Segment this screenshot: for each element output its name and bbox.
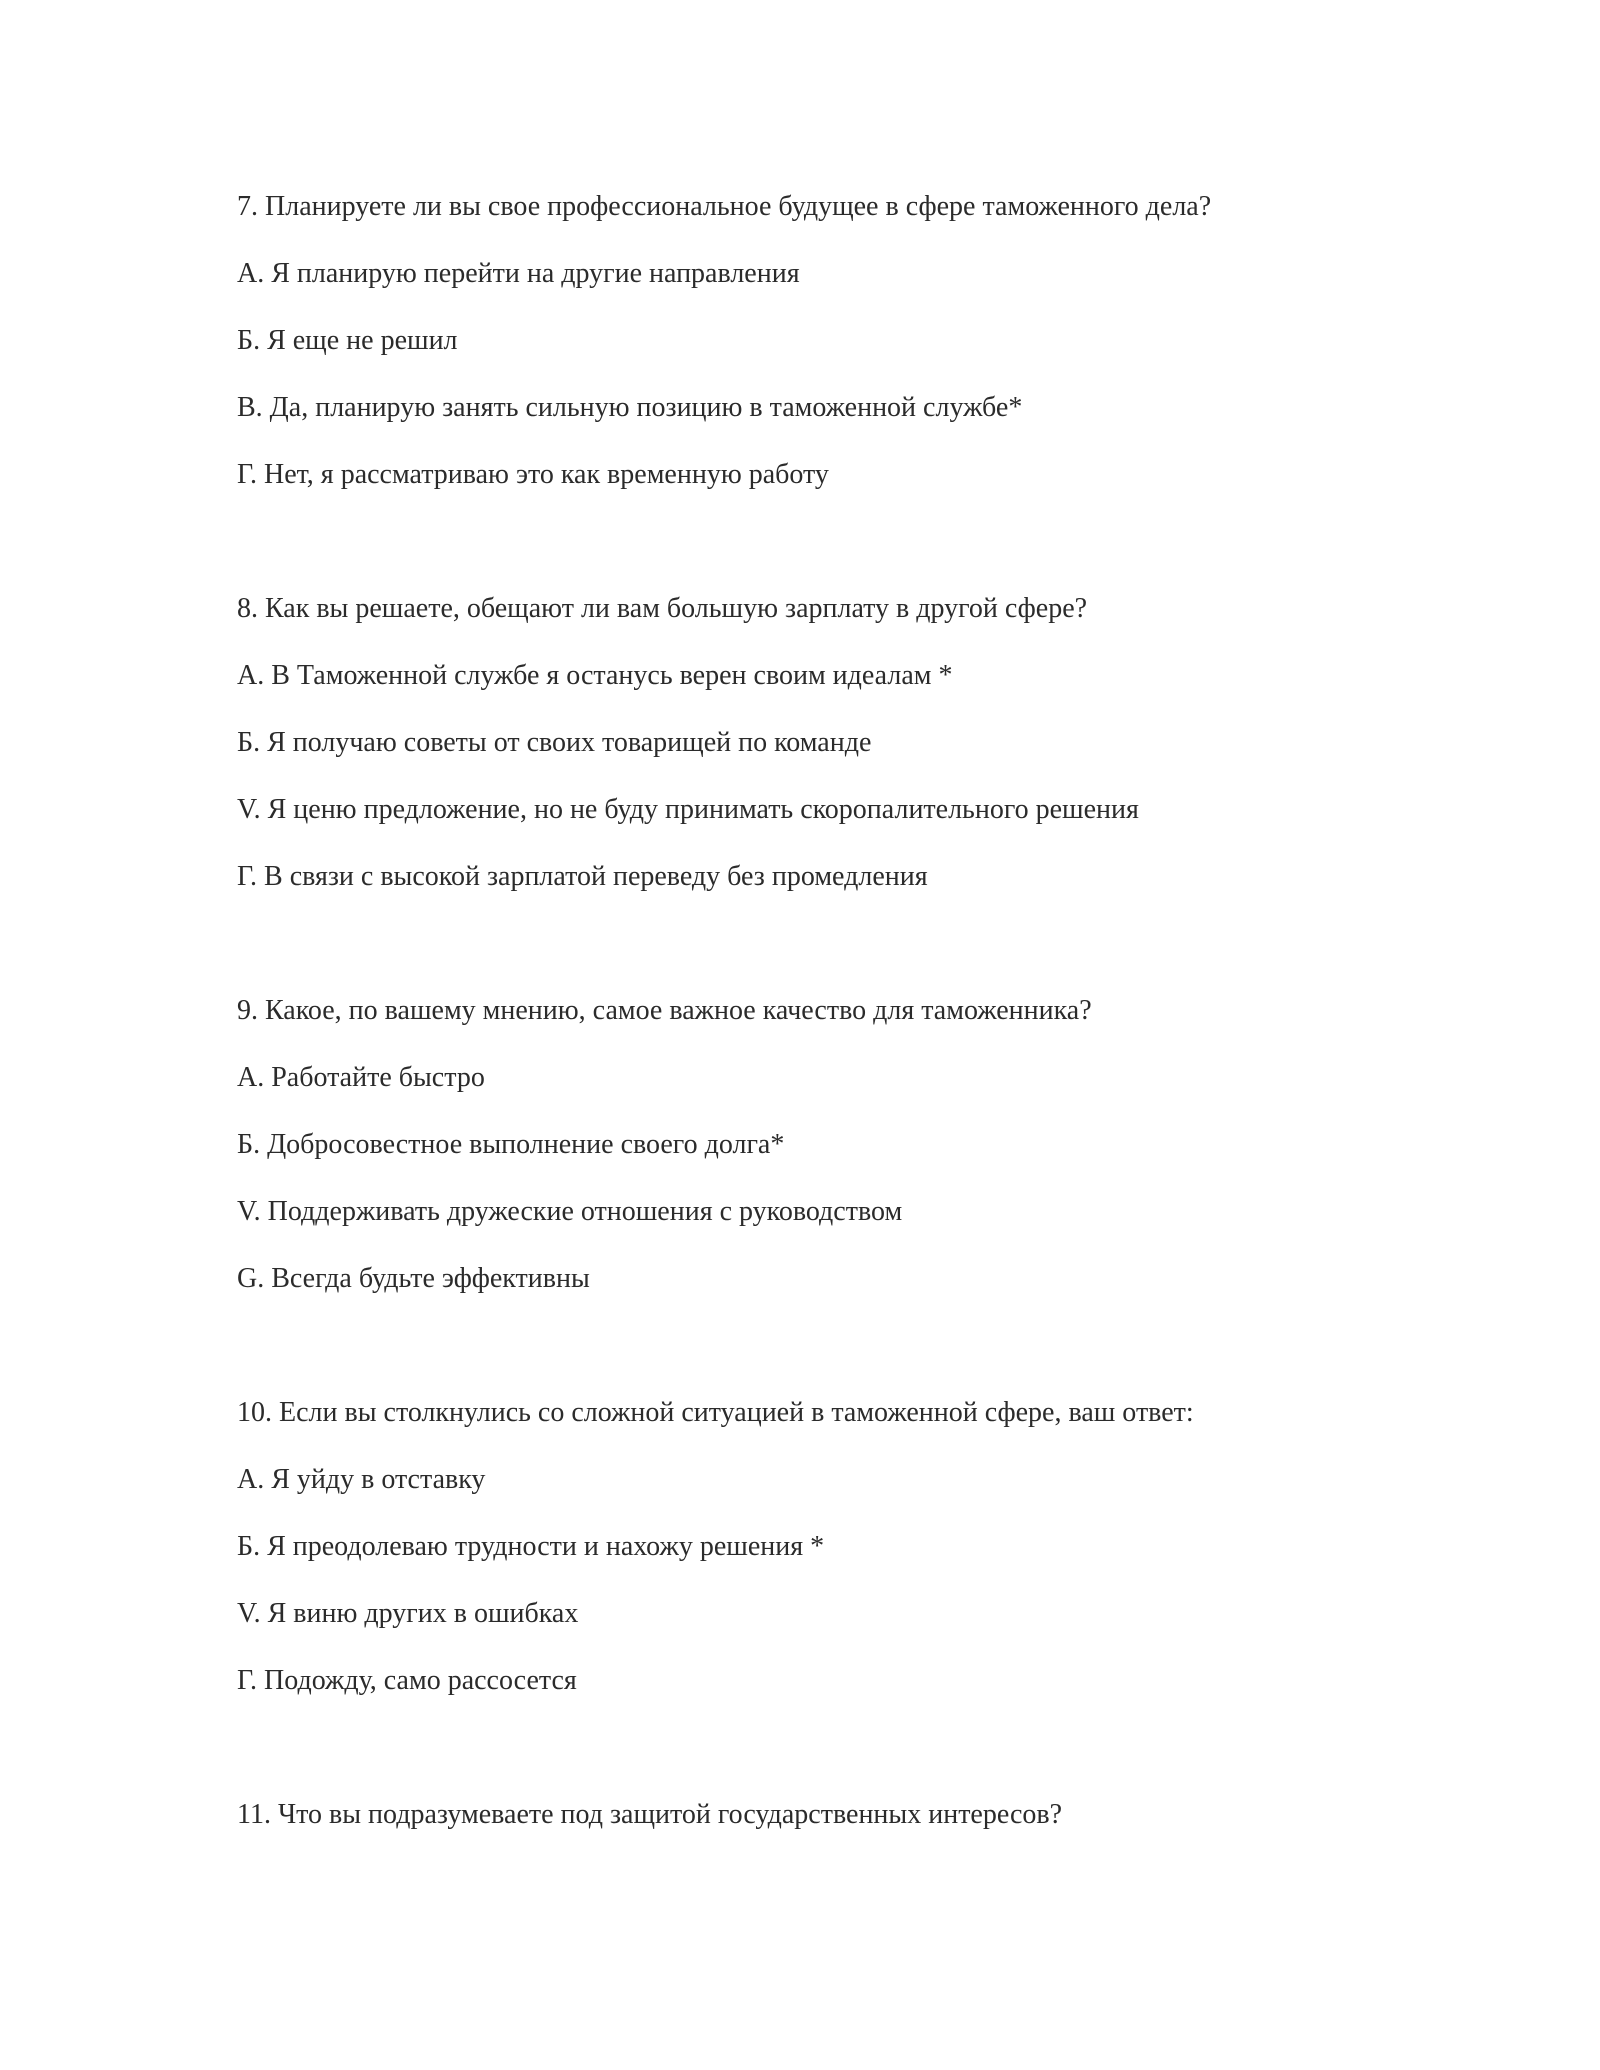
question-7-text: 7. Планируете ли вы свое профессиональное будущее в сфере таможенного дела? [237, 191, 1212, 222]
question-10-option-b: Б. Я преодолеваю трудности и нахожу решения * [237, 1531, 825, 1562]
question-10-option-d: Г. Подожду, само рассосется [237, 1665, 577, 1696]
question-8-option-c: V. Я ценю предложение, но не буду принимать скоропалительного решения [237, 794, 1139, 825]
question-7-option-d: Г. Нет, я рассматриваю это как временную работу [237, 459, 829, 490]
question-9-option-a: А. Работайте быстро [237, 1062, 485, 1093]
question-10-text: 10. Если вы столкнулись со сложной ситуацией в таможенной сфере, ваш ответ: [237, 1397, 1194, 1428]
question-9-option-b: Б. Добросовестное выполнение своего долга* [237, 1129, 785, 1160]
question-9-option-c: V. Поддерживать дружеские отношения с руководством [237, 1196, 903, 1227]
question-7-option-b: Б. Я еще не решил [237, 325, 458, 356]
question-8-text: 8. Как вы решаете, обещают ли вам большую зарплату в другой сфере? [237, 593, 1088, 624]
question-8-option-b: Б. Я получаю советы от своих товарищей по команде [237, 727, 872, 758]
question-10-option-c: V. Я виню других в ошибках [237, 1598, 579, 1629]
question-7-option-a: А. Я планирую перейти на другие направления [237, 258, 800, 289]
question-7-option-c: В. Да, планирую занять сильную позицию в таможенной службе* [237, 392, 1023, 423]
question-8-option-a: А. В Таможенной службе я останусь верен своим идеалам * [237, 660, 953, 691]
question-11-text: 11. Что вы подразумеваете под защитой государственных интересов? [237, 1799, 1063, 1830]
question-8-option-d: Г. В связи с высокой зарплатой переведу без промедления [237, 861, 928, 892]
question-10-option-a: А. Я уйду в отставку [237, 1464, 486, 1495]
question-9-text: 9. Какое, по вашему мнению, самое важное качество для таможенника? [237, 995, 1092, 1026]
question-9-option-d: G. Всегда будьте эффективны [237, 1263, 590, 1294]
